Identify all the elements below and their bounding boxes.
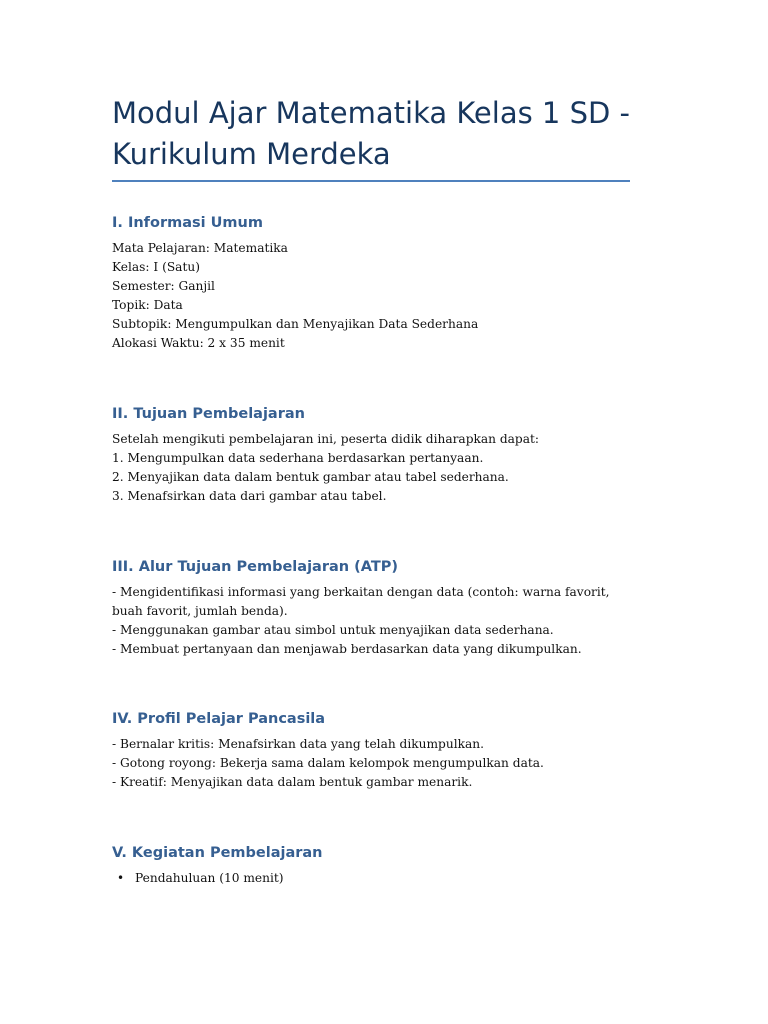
bullet-icon: •	[117, 871, 125, 885]
section-heading: II. Tujuan Pembelajaran	[112, 406, 305, 422]
profile-line: - Bernalar kritis: Menafsirkan data yang telah dikumpulkan.	[112, 737, 484, 751]
bullet-list-item	[112, 869, 672, 888]
section-heading: V. Kegiatan Pembelajaran	[112, 845, 323, 861]
section-profil-pelajar-pancasila	[112, 709, 672, 792]
objective-line: 1. Mengumpulkan data sederhana berdasarkan pertanyaan.	[112, 451, 484, 465]
objective-line: Setelah mengikuti pembelajaran ini, peserta didik diharapkan dapat:	[112, 432, 540, 446]
section-heading: III. Alur Tujuan Pembelajaran (ATP)	[112, 559, 398, 575]
objective-line: 2. Menyajikan data dalam bentuk gambar atau tabel sederhana.	[112, 470, 509, 484]
atp-line: - Mengidentifikasi informasi yang berkaitan dengan data (contoh: warna favorit, buah favorit, jumlah benda).	[112, 585, 610, 618]
info-line: Mata Pelajaran: Matematika	[112, 241, 288, 255]
objective-line: 3. Menafsirkan data dari gambar atau tabel.	[112, 489, 387, 503]
section-atp	[112, 557, 672, 659]
section-kegiatan-pembelajaran	[112, 843, 672, 888]
title-divider	[112, 180, 630, 182]
info-line: Alokasi Waktu: 2 x 35 menit	[112, 336, 285, 350]
atp-line: - Membuat pertanyaan dan menjawab berdasarkan data yang dikumpulkan.	[112, 642, 582, 656]
atp-line: - Menggunakan gambar atau simbol untuk menyajikan data sederhana.	[112, 623, 554, 637]
bullet-text: Pendahuluan (10 menit)	[135, 871, 284, 885]
profile-line: - Gotong royong: Bekerja sama dalam kelompok mengumpulkan data.	[112, 756, 544, 770]
section-tujuan-pembelajaran	[112, 404, 672, 506]
section-heading: IV. Profil Pelajar Pancasila	[112, 711, 326, 727]
section-informasi-umum	[112, 213, 672, 353]
section-heading: I. Informasi Umum	[112, 215, 263, 231]
info-line: Subtopik: Mengumpulkan dan Menyajikan Data Sederhana	[112, 317, 479, 331]
info-line: Kelas: I (Satu)	[112, 260, 200, 274]
info-line: Semester: Ganjil	[112, 279, 215, 293]
document-title: Modul Ajar Matematika Kelas 1 SD - Kurikulum Merdeka	[112, 96, 631, 171]
profile-line: - Kreatif: Menyajikan data dalam bentuk gambar menarik.	[112, 775, 473, 789]
info-line: Topik: Data	[112, 298, 183, 312]
